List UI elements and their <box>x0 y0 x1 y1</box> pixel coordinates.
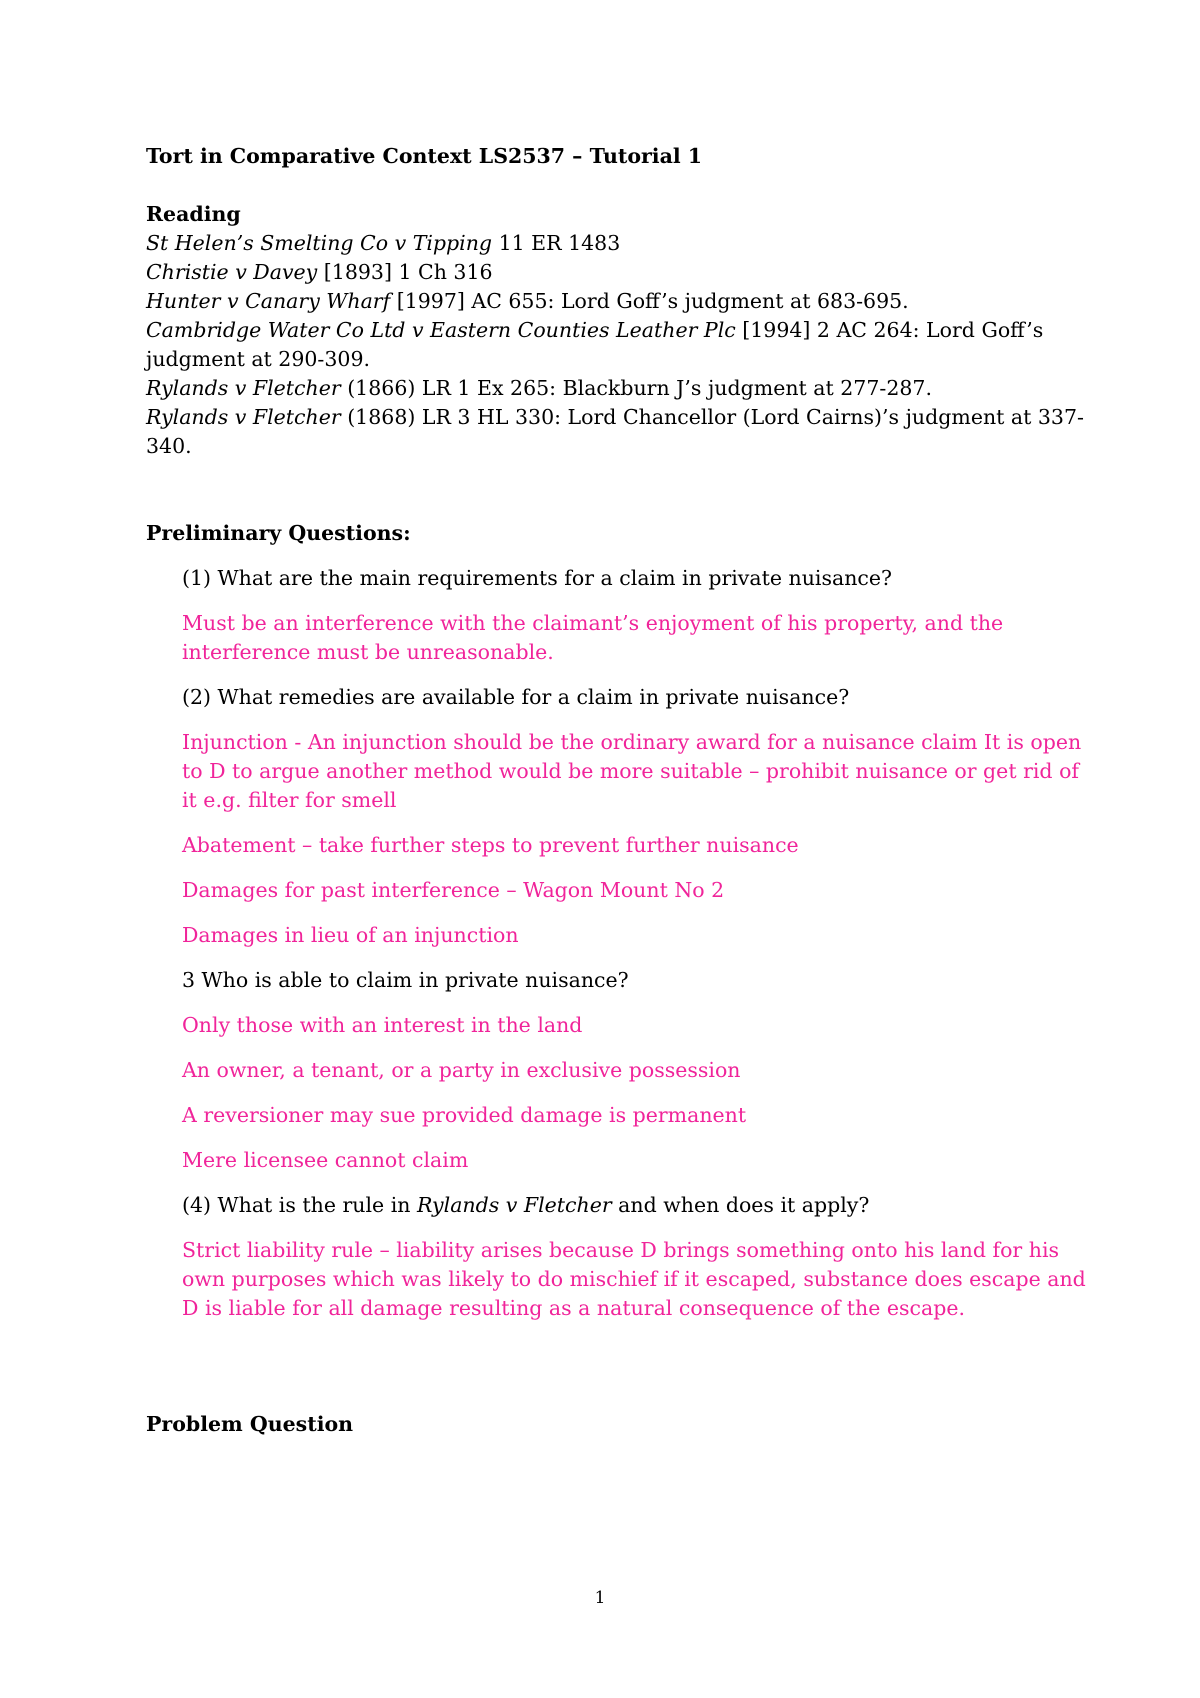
answer-2-damages-lieu: Damages in lieu of an injunction <box>182 923 519 947</box>
reading-list <box>146 229 1086 461</box>
question-4-text-after: and when does it apply? <box>611 1193 870 1217</box>
answer-2-injunction: Injunction - An injunction should be the ordinary award for a nuisance claim It is open to D to argue another method would be more suitable – prohibit nuisance or get rid of it e.g. filter for smell <box>182 730 1082 812</box>
case-citation: (1866) LR 1 Ex 265: Blackburn J’s judgment at 277-287. <box>340 376 932 400</box>
problem-heading: Problem Question <box>146 1412 354 1436</box>
reading-item <box>146 287 1086 316</box>
question-1: (1) What are the main requirements for a claim in private nuisance? <box>182 566 893 590</box>
case-name: Hunter v Canary Wharf <box>146 289 391 313</box>
reading-item <box>146 374 1086 403</box>
case-citation: (1868) LR 3 HL 330: Lord Chancellor (Lord Cairns)’s judgment at 337-340. <box>146 405 1084 458</box>
case-name: Rylands v Fletcher <box>416 1193 612 1217</box>
case-name: Rylands v Fletcher <box>146 376 341 400</box>
case-citation: 11 ER 1483 <box>492 231 621 255</box>
answer-1: Must be an interference with the claimant’s enjoyment of his property, and the interference must be unreasonable. <box>182 611 1004 664</box>
reading-item <box>146 258 1086 287</box>
page-number: 1 <box>594 1588 606 1608</box>
answer-3-interest: Only those with an interest in the land <box>182 1013 583 1037</box>
preliminary-heading: Preliminary Questions: <box>146 521 411 545</box>
question-2: (2) What remedies are available for a claim in private nuisance? <box>182 685 850 709</box>
answer-2-abatement: Abatement – take further steps to prevent further nuisance <box>182 833 799 857</box>
answer-3-owner: An owner, a tenant, or a party in exclusive possession <box>182 1058 741 1082</box>
answer-3-reversioner: A reversioner may sue provided damage is permanent <box>182 1103 747 1127</box>
case-name: Rylands v Fletcher <box>146 405 341 429</box>
case-name: St Helen’s Smelting Co v Tipping <box>146 231 493 255</box>
question-4 <box>182 1191 1086 1220</box>
reading-item <box>146 403 1086 461</box>
answer-2-damages-past: Damages for past interference – Wagon Mount No 2 <box>182 878 725 902</box>
case-citation: [1893] 1 Ch 316 <box>317 260 493 284</box>
reading-item <box>146 316 1086 374</box>
document-body <box>146 142 1086 1439</box>
reading-heading: Reading <box>146 202 241 226</box>
reading-item <box>146 229 1086 258</box>
case-citation: [1994] 2 AC 264: Lord Goff’s judgment at 290-309. <box>146 318 1044 371</box>
question-4-text-before: (4) What is the rule in <box>182 1193 417 1217</box>
document-title: Tort in Comparative Context LS2537 – Tutorial 1 <box>146 144 703 168</box>
case-citation: [1997] AC 655: Lord Goff’s judgment at 683-695. <box>390 289 909 313</box>
case-name: Christie v Davey <box>146 260 318 284</box>
case-name: Cambridge Water Co Ltd v Eastern Counties Leather Plc <box>146 318 736 342</box>
answer-3-licensee: Mere licensee cannot claim <box>182 1148 469 1172</box>
question-3: 3 Who is able to claim in private nuisance? <box>182 968 629 992</box>
answer-4: Strict liability rule – liability arises because D brings something onto his land for his own purposes which was likely to do mischief if it escaped, substance does escape and D is liable for all damage resulting as a natural consequence of the escape. <box>182 1238 1086 1320</box>
